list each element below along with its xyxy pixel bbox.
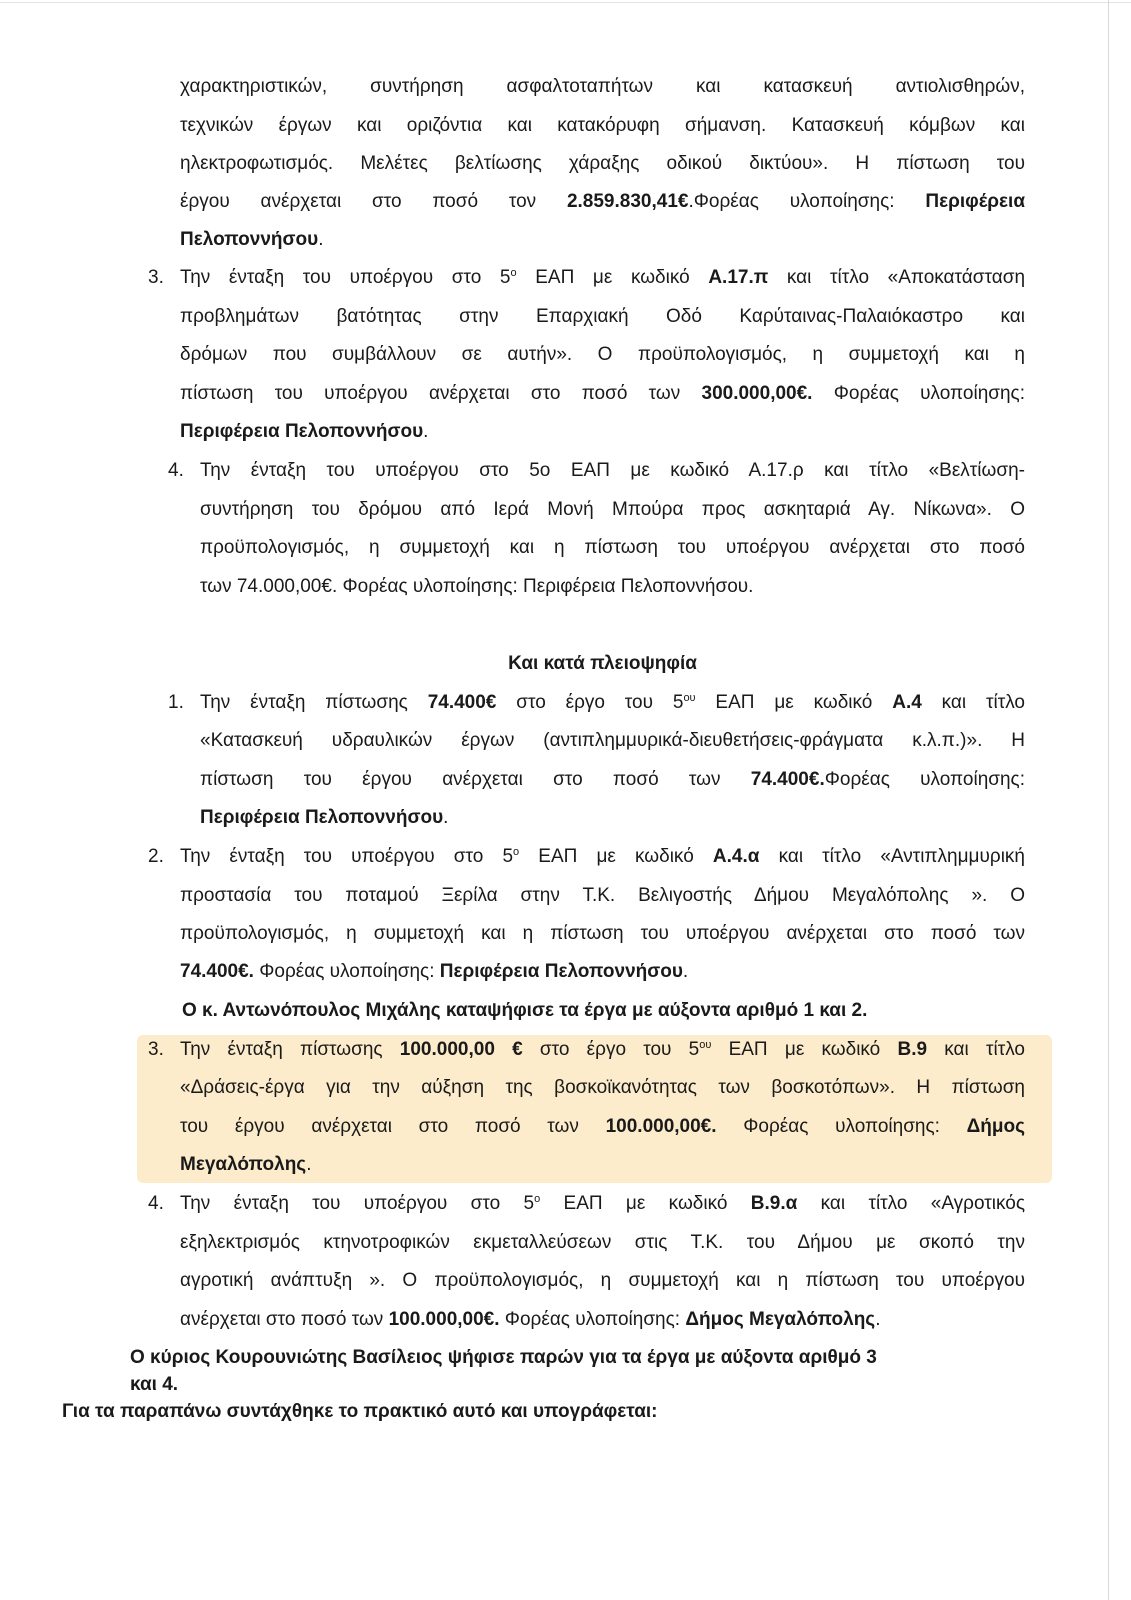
- bold-text: Περιφέρεια: [925, 191, 1026, 212]
- text-segment: ΕΑΠ με κωδικό: [540, 1193, 751, 1214]
- text-segment: Την ένταξη πίστωσης: [180, 1039, 400, 1060]
- list-number: 4.: [148, 1193, 164, 1214]
- bold-text: Β.9.α: [750, 1193, 798, 1214]
- bold-text: και 4.: [130, 1374, 179, 1395]
- text-line: [180, 1075, 1025, 1101]
- text-segment: αγροτική ανάπτυξη ». Ο προϋπολογισμός, η συμμετοχή και η πίστωση του υποέργου: [180, 1270, 1025, 1291]
- superscript: ο: [513, 846, 520, 858]
- bold-text: 100.000,00 €: [399, 1039, 523, 1060]
- text-line: [200, 690, 1025, 716]
- text-segment: δρόμων που συμβάλλουν σε αυτήν». Ο προϋπολογισμός, η συμμετοχή και η: [180, 344, 1025, 365]
- text-segment: ηλεκτροφωτισμός. Μελέτες βελτίωσης χάραξης οδικού δικτύου». Η πίστωση του: [180, 153, 1025, 174]
- text-segment: και τίτλο «Αποκατάσταση: [768, 267, 1026, 288]
- text-segment: «Κατασκευή υδραυλικών έργων (αντιπλημμυρικά-διευθετήσεις-φράγματα κ.λ.π.)». Η: [200, 730, 1025, 751]
- text-segment: στο έργο του 5: [496, 692, 684, 713]
- text-segment: στο έργο του 5: [522, 1039, 700, 1060]
- text-line: [180, 189, 1025, 215]
- text-segment: και τίτλο «Αγροτικός: [797, 1193, 1026, 1214]
- bold-text: Πελοποννήσου: [180, 229, 319, 250]
- text-segment: προϋπολογισμός, η συμμετοχή και η πίστωση του υποέργου ανέρχεται στο ποσό: [200, 537, 1025, 558]
- text-line: [130, 1372, 1030, 1398]
- bold-text: 74.400€.: [180, 961, 254, 982]
- bold-text: Α.4: [892, 692, 922, 713]
- text-segment: Την ένταξη του υποέργου στο 5: [180, 1193, 535, 1214]
- text-line: [180, 1114, 1025, 1140]
- text-line: [180, 1037, 1025, 1063]
- superscript: ο: [510, 267, 517, 279]
- text-segment: Φορέας υλοποίησης:: [824, 769, 1025, 790]
- text-line: [180, 419, 1025, 445]
- superscript: ου: [683, 692, 696, 704]
- bold-text: Δήμος: [966, 1116, 1025, 1137]
- text-segment: .: [682, 961, 689, 982]
- bold-text: Α.17.π: [708, 267, 769, 288]
- text-segment: πίστωση του υποέργου ανέρχεται στο ποσό των: [180, 383, 702, 404]
- text-segment: .: [306, 1154, 312, 1175]
- text-segment: Φορέας υλοποίησης:: [253, 961, 440, 982]
- bold-text: Β.9: [897, 1039, 928, 1060]
- text-line: [180, 1307, 1025, 1333]
- text-segment: Την ένταξη του υποέργου στο 5: [180, 267, 511, 288]
- text-segment: ΕΑΠ με κωδικό: [695, 692, 893, 713]
- list-number: 3.: [148, 267, 164, 288]
- text-segment: Φορέας υλοποίησης:: [812, 383, 1025, 404]
- text-line: [180, 1268, 1025, 1294]
- text-segment: ΕΑΠ με κωδικό: [516, 267, 709, 288]
- text-segment: ΕΑΠ με κωδικό: [711, 1039, 898, 1060]
- text-segment: ΕΑΠ με κωδικό: [519, 846, 713, 867]
- text-line: [200, 458, 1025, 484]
- list-number: 3.: [148, 1039, 164, 1060]
- text-line: [130, 1345, 1030, 1371]
- bold-text: Δήμος Μεγαλόπολης: [685, 1309, 876, 1330]
- text-line: [180, 265, 1025, 291]
- text-segment: .: [423, 421, 429, 442]
- text-line: [200, 574, 1025, 600]
- text-segment: .: [318, 229, 324, 250]
- bold-text: Περιφέρεια Πελοποννήσου: [439, 961, 683, 982]
- text-line: [180, 304, 1025, 330]
- text-line: [180, 959, 1025, 985]
- text-line: [200, 805, 1025, 831]
- text-segment: .: [875, 1309, 881, 1330]
- text-segment: προϋπολογισμός, η συμμετοχή και η πίστωση του υποέργου ανέρχεται στο ποσό των: [180, 923, 1025, 944]
- bold-text: Ο κύριος Κουρουνιώτης Βασίλειος ψήφισε παρών για τα έργα με αύξοντα αριθμό 3: [130, 1347, 877, 1368]
- scan-page-edge: [1108, 0, 1109, 1600]
- list-number: 2.: [148, 846, 164, 867]
- bold-text: Για τα παραπάνω συντάχθηκε το πρακτικό αυτό και υπογράφεται:: [62, 1401, 658, 1422]
- bold-text: 100.000,00€.: [605, 1116, 717, 1137]
- text-segment: προστασία του ποταμού Ξερίλα στην Τ.Κ. Βελιγοστής Δήμου Μεγαλόπολης ». Ο: [180, 885, 1025, 906]
- bold-text: 74.400€.: [750, 769, 825, 790]
- text-line: [180, 1230, 1025, 1256]
- text-segment: τεχνικών έργων και οριζόντια και κατακόρυφη σήμανση. Κατασκευή κόμβων και: [180, 115, 1025, 136]
- text-segment: χαρακτηριστικών, συντήρηση ασφαλτοταπήτων και κατασκευή αντιολισθηρών,: [180, 76, 1025, 97]
- text-line: [180, 113, 1025, 139]
- bold-text: 74.400€: [427, 692, 497, 713]
- text-segment: Φορέας υλοποίησης:: [499, 1309, 686, 1330]
- text-segment: .Φορέας υλοποίησης:: [688, 191, 926, 212]
- text-segment: του έργου ανέρχεται στο ποσό των: [180, 1116, 606, 1137]
- text-segment: ανέρχεται στο ποσό των: [180, 1309, 389, 1330]
- text-line: [200, 535, 1025, 561]
- section-heading: [180, 651, 1025, 677]
- text-segment: εξηλεκτρισμός κτηνοτροφικών εκμεταλλεύσεων στις Τ.Κ. του Δήμου με σκοπό την: [180, 1232, 1025, 1253]
- superscript: ο: [534, 1193, 541, 1205]
- text-line: [180, 342, 1025, 368]
- text-line: [200, 497, 1025, 523]
- text-segment: Την ένταξη του υποέργου στο 5ο ΕΑΠ με κωδικό Α.17.ρ και τίτλο «Βελτίωση-: [200, 460, 1025, 481]
- text-line: [62, 1399, 1022, 1425]
- text-segment: συντήρηση του δρόμου από Ιερά Μονή Μπούρα προς ασκηταριά Αγ. Νίκωνα». Ο: [200, 499, 1025, 520]
- scan-top-edge: [0, 2, 1131, 3]
- bold-text: Και κατά πλειοψηφία: [508, 653, 697, 674]
- bold-text: Μεγαλόπολης: [180, 1154, 307, 1175]
- list-number: 1.: [168, 692, 184, 713]
- text-line: [180, 381, 1025, 407]
- bold-text: Περιφέρεια Πελοποννήσου: [180, 421, 424, 442]
- text-segment: των 74.000,00€. Φορέας υλοποίησης: Περιφέρεια Πελοποννήσου.: [200, 576, 754, 597]
- text-segment: Την ένταξη του υποέργου στο 5: [180, 846, 514, 867]
- text-line: [180, 883, 1025, 909]
- text-line: [182, 998, 1002, 1024]
- text-segment: .: [443, 807, 449, 828]
- text-line: [180, 844, 1025, 870]
- text-segment: Φορέας υλοποίησης:: [716, 1116, 967, 1137]
- bold-text: Περιφέρεια Πελοποννήσου: [200, 807, 444, 828]
- text-line: [180, 74, 1025, 100]
- text-line: [180, 227, 1025, 253]
- text-segment: και τίτλο: [921, 692, 1025, 713]
- text-line: [180, 1191, 1025, 1217]
- list-number: 4.: [168, 460, 184, 481]
- text-line: [180, 151, 1025, 177]
- bold-text: 2.859.830,41€: [566, 191, 689, 212]
- bold-text: 300.000,00€.: [701, 383, 813, 404]
- bold-text: 100.000,00€.: [388, 1309, 500, 1330]
- text-segment: προβλημάτων βατότητας στην Επαρχιακή Οδό Καρύταινας-Παλαιόκαστρο και: [180, 306, 1025, 327]
- text-line: [180, 1152, 1025, 1178]
- text-segment: και τίτλο: [927, 1039, 1025, 1060]
- text-segment: «Δράσεις-έργα για την αύξηση της βοσκοϊκανότητας των βοσκοτόπων». Η πίστωση: [180, 1077, 1025, 1098]
- text-line: [200, 767, 1025, 793]
- text-segment: Την ένταξη πίστωσης: [200, 692, 428, 713]
- bold-text: Α.4.α: [712, 846, 760, 867]
- bold-text: Ο κ. Αντωνόπουλος Μιχάλης καταψήφισε τα έργα με αύξοντα αριθμό 1 και 2.: [182, 1000, 868, 1021]
- text-line: [180, 921, 1025, 947]
- text-segment: έργου ανέρχεται στο ποσό τον: [180, 191, 567, 212]
- text-segment: και τίτλο «Αντιπλημμυρική: [759, 846, 1025, 867]
- superscript: ου: [699, 1039, 712, 1051]
- text-segment: πίστωση του έργου ανέρχεται στο ποσό των: [200, 769, 751, 790]
- text-line: [200, 728, 1025, 754]
